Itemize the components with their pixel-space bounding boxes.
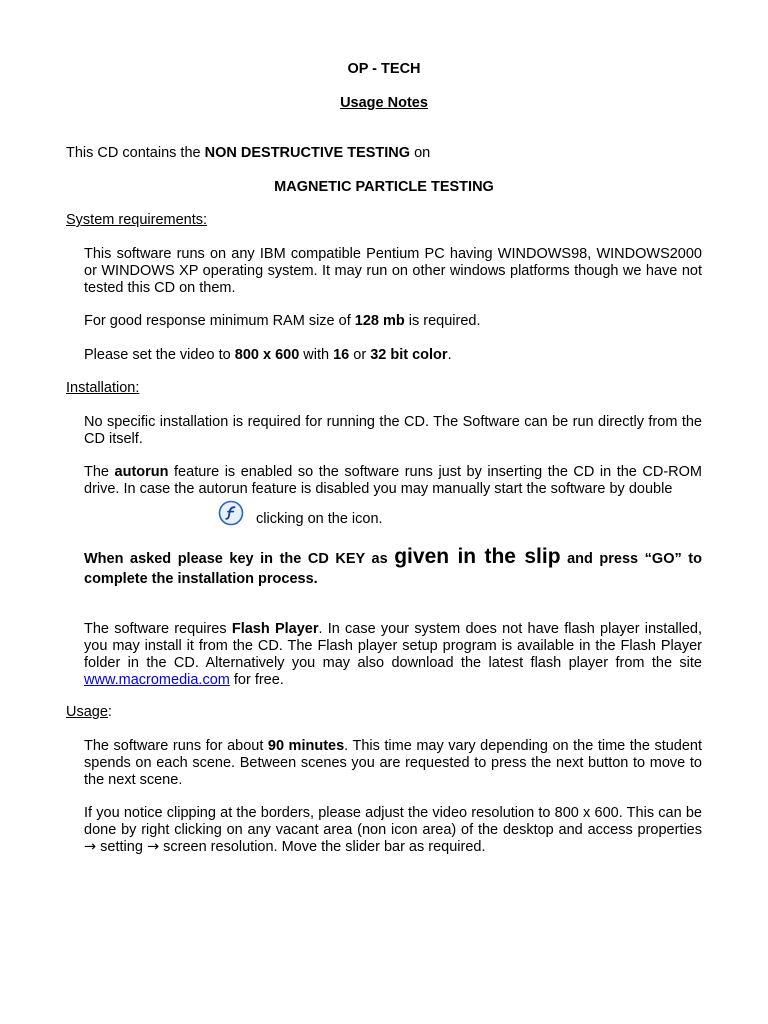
- document-title: OP - TECH: [347, 61, 421, 77]
- flash-player-paragraph: The software requires Flash Player. In case your system does not have flash player installed, you may install it from the CD. The Flash player setup program is available in the Flash Player folder in the CD. Alternatively you may also download the latest flash player from the site www.macromedia.com for free.: [84, 621, 702, 688]
- arrow-right-icon: →: [84, 839, 97, 855]
- autorun-paragraph: The autorun feature is enabled so the software runs just by inserting the CD in the CD-ROM drive. In case the autorun feature is disabled you may manually start the software by double: [84, 464, 702, 497]
- document-subtitle: Usage Notes: [340, 95, 428, 111]
- intro-line: This CD contains the NON DESTRUCTIVE TESTING on: [66, 145, 431, 161]
- installation-heading: Installation:: [66, 380, 140, 396]
- system-paragraph: This software runs on any IBM compatible Pentium PC having WINDOWS98, WINDOWS2000 or WINDOWS XP operating system. It may run on other windows platforms though we have not tested this CD on them.: [84, 246, 702, 296]
- system-requirements-heading: System requirements:: [66, 212, 208, 228]
- autorun-paragraph-end: clicking on the icon.: [256, 511, 383, 527]
- ram-paragraph: For good response minimum RAM size of 128 mb is required.: [84, 313, 481, 329]
- arrow-right-icon: →: [146, 839, 160, 855]
- video-paragraph: Please set the video to 800 x 600 with 16 or 32 bit color.: [84, 347, 452, 363]
- usage-paragraph: The software runs for about 90 minutes. This time may vary depending on the time the student spends on each scene. Between scenes you are requested to press the next button to move to the next scene.: [84, 738, 703, 788]
- clipping-paragraph: If you notice clipping at the borders, please adjust the video resolution to 800 x 600. This can be done by right clicking on any vacant area (non icon area) of the desktop and access properties → setting → screen resolution. Move the slider bar as required.: [84, 805, 702, 855]
- topic-heading: MAGNETIC PARTICLE TESTING: [274, 179, 494, 195]
- cd-key-paragraph: When asked please key in the CD KEY as given in the slip and press “GO” to complete the installation process.: [84, 545, 702, 587]
- installation-paragraph: No specific installation is required for running the CD. The Software can be run directly from the CD itself.: [84, 414, 702, 447]
- flash-player-icon[interactable]: [218, 500, 244, 530]
- usage-heading-line: Usage:: [66, 704, 112, 720]
- flash-icon-graphic: [218, 500, 244, 526]
- macromedia-link[interactable]: www.macromedia.com: [84, 672, 230, 688]
- usage-heading: Usage: [66, 704, 108, 720]
